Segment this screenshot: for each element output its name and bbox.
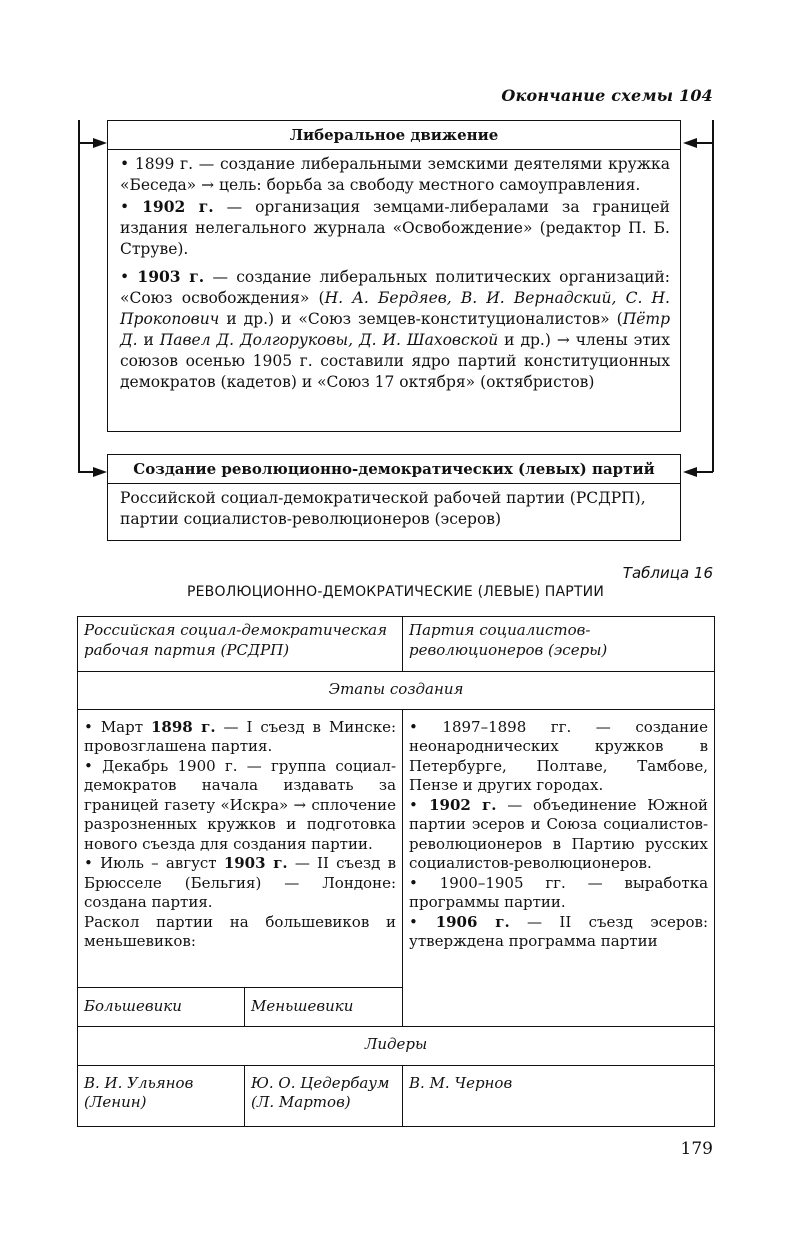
leaders-row [78, 1065, 715, 1126]
liberal-movement-title: Либеральное движение [108, 121, 680, 150]
faction-mensheviks: Меньшевики [245, 987, 403, 1027]
liberal-item-1902: • 1902 г. — организация земцами-либералами за границей издания нелегального журнала «Освобождение» (редактор П. Б. Струве). [120, 197, 670, 258]
table-caption: РЕВОЛЮЦИОННО-ДЕМОКРАТИЧЕСКИЕ (ЛЕВЫЕ) ПАРТИИ [186, 584, 605, 600]
liberal-item-1903: • 1903 г. — создание либеральных политических организаций: «Союз освобождения» (Н. А. Бердяев, В. И. Вернадский, С. Н. Прокопович и др.) и «Союз земцев-конституционалистов» (Пётр Д. и Павел Д. Долгоруковы, Д. И. Шаховской и др.) → члены этих союзов осенью 1905 г. составили ядро партий конституционных демократов (кадетов) и «Союз 17 октября» (октябристов) [120, 267, 671, 391]
section-leaders: Лидеры [78, 1027, 715, 1066]
section-leaders-row [78, 1027, 715, 1066]
header-sr: Партия социалистов-революционеров (эсеры) [403, 617, 715, 672]
section-stages-row [78, 672, 715, 710]
leader-mensheviks: Ю. О. Цедербаум (Л. Мартов) [245, 1065, 403, 1126]
scheme-continuation-label: Окончание схемы 104 [501, 86, 713, 105]
table-number: Таблица 16 [622, 564, 713, 582]
liberal-movement-box [107, 120, 681, 432]
header-rsdrp: Российская социал-демократическая рабочая партия (РСДРП) [78, 617, 403, 672]
parties-table [77, 616, 715, 1127]
table-header-row [78, 617, 715, 672]
revolutionary-parties-title: Создание революционно-демократических (левых) партий [108, 455, 680, 484]
sr-stages: • 1897–1898 гг. — создание неонароднических кружков в Петербурге, Полтаве, Тамбове, Пензе и других городах. • 1902 г. — объединение Южной партии эсеров и Союза социалистов-революционеров в Партию русских социалистов-революционеров. • 1900–1905 гг. — выработка программы партии. • 1906 г. — II съезд эсеров: утверждена программа партии [403, 709, 715, 1027]
faction-bolsheviks: Большевики [78, 987, 245, 1027]
stages-content-row [78, 709, 715, 987]
revolutionary-parties-body: Российской социал-демократической рабочей партии (РСДРП), партии социалистов-революционеров (эсеров) [120, 489, 646, 528]
revolutionary-parties-box [107, 454, 681, 541]
liberal-movement-body [108, 150, 680, 399]
liberal-item-1899: • 1899 г. — создание либеральными земскими деятелями кружка «Беседа» → цель: борьба за свободу местного самоуправления. [120, 155, 670, 194]
leader-sr: В. М. Чернов [403, 1065, 715, 1126]
section-stages: Этапы создания [78, 672, 715, 710]
page-number: 179 [680, 1139, 713, 1159]
leader-bolsheviks: В. И. Ульянов (Ленин) [78, 1065, 245, 1126]
rsdrp-stages: • Март 1898 г. — I съезд в Минске: провозглашена партия. • Декабрь 1900 г. — группа социал-демократов начала издавать за границей газету «Искра» → сплочение разрозненных кружков и подготовка нового съезда для создания партии. • Июль – август 1903 г. — II съезд в Брюсселе (Бельгия) — Лондоне: создана партия. Раскол партии на большевиков и меньшевиков: [78, 709, 403, 987]
